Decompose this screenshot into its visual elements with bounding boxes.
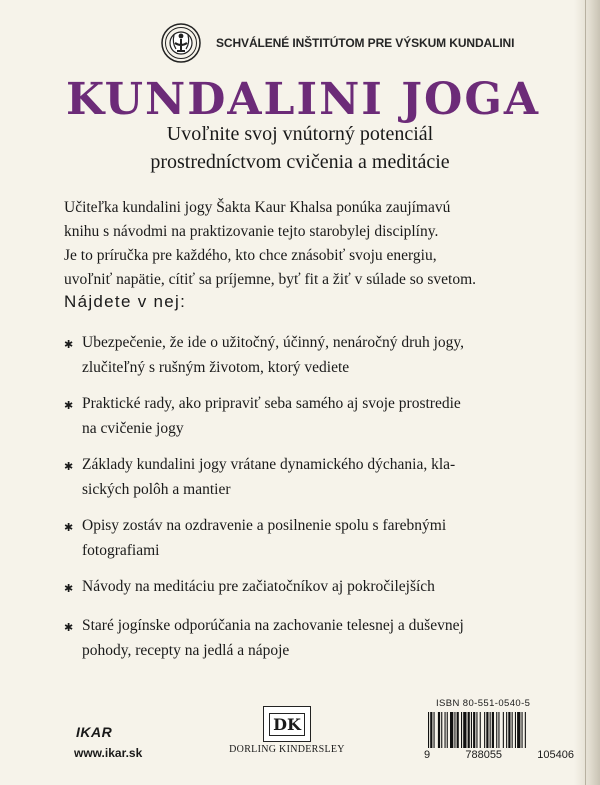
list-item-line: sických polôh a mantier <box>82 481 231 498</box>
barcode-digit-group: 9 <box>424 749 431 761</box>
barcode-bar <box>508 712 510 748</box>
barcode <box>426 712 574 750</box>
barcode-bar <box>445 712 446 748</box>
dk-publisher-name: DORLING KINDERSLEY <box>229 744 345 755</box>
barcode-bar <box>473 712 475 748</box>
publisher-url: www.ikar.sk <box>74 746 143 760</box>
barcode-bar <box>522 712 523 748</box>
barcode-bar <box>454 712 455 748</box>
list-item-line: Návody na meditáciu pre začiatočníkov aj pokročilejších <box>82 578 435 595</box>
barcode-bar <box>434 712 435 748</box>
barcode-bar <box>430 712 432 748</box>
list-item <box>64 613 564 663</box>
list-item-line: Základy kundalini jogy vrátane dynamického dýchania, kla- <box>82 456 456 473</box>
dk-logo <box>263 706 311 742</box>
endorsement-text: SCHVÁLENÉ INŠTITÚTOM PRE VÝSKUM KUNDALINI <box>216 36 515 50</box>
list-item <box>64 391 564 441</box>
barcode-bar <box>517 712 520 748</box>
intro-line: Učiteľka kundalini jogy Šakta Kaur Khalsa ponúka zaujímavú <box>64 199 451 216</box>
header <box>160 22 514 64</box>
barcode-bar <box>490 712 491 748</box>
intro-line: uvoľniť napätie, cítiť sa príjemne, byť fit a žiť v súlade so svetom. <box>64 271 477 288</box>
subtitle-line: prostredníctvom cvičenia a meditácie <box>150 151 450 173</box>
barcode-bar <box>468 712 470 748</box>
ikar-logo: IKAR <box>76 724 113 740</box>
barcode-bar <box>480 712 481 748</box>
spine-line <box>585 0 586 785</box>
barcode-digit-group: 105406 <box>537 749 574 761</box>
institute-emblem-icon <box>160 22 202 64</box>
barcode-bar <box>450 712 453 748</box>
list-item-line: Opisy zostáv na ozdravenie a posilnenie spolu s farebnými <box>82 517 447 534</box>
barcode-bar <box>492 712 494 748</box>
list-item <box>64 513 564 563</box>
isbn-text: ISBN 80-551-0540-5 <box>436 698 531 709</box>
book-title: KUNDALINI JOGA <box>66 74 541 125</box>
barcode-bar <box>484 712 485 748</box>
barcode-bar <box>496 712 497 748</box>
subtitle-line: Uvoľnite svoj vnútorný potenciál <box>166 123 434 145</box>
asterisk-icon: ✱ <box>64 522 74 534</box>
list-item-line: Staré jogínske odporúčania na zachovanie telesnej a duševnej <box>82 617 464 634</box>
barcode-bar <box>515 712 516 748</box>
barcode-bar <box>486 712 488 748</box>
asterisk-icon: ✱ <box>64 400 74 412</box>
list-item-line: na cvičenie jogy <box>82 420 184 437</box>
barcode-bar <box>441 712 442 748</box>
list-item-line: zlučiteľný s rušným životom, ktorý vediete <box>82 359 350 376</box>
list-item-line: pohody, recepty na jedlá a nápoje <box>82 642 290 659</box>
bullet-list <box>64 330 564 674</box>
barcode-bar <box>447 712 448 748</box>
barcode-digit-group: 788055 <box>465 749 503 761</box>
intro-line: Je to príručka pre každého, kto chce znásobiť svoju energiu, <box>64 247 437 264</box>
list-item <box>64 452 564 502</box>
barcode-bar <box>506 712 507 748</box>
barcode-bar <box>461 712 462 748</box>
barcode-bar <box>457 712 459 748</box>
list-item-line: Praktické rady, ako pripraviť seba samého aj svoje prostredie <box>82 395 461 412</box>
barcode-digits <box>424 749 574 761</box>
book-subtitle <box>60 120 540 176</box>
list-item <box>64 574 564 602</box>
intro-line: knihu s návodmi na praktizovanie tejto starobylej disciplíny. <box>64 223 439 240</box>
asterisk-icon: ✱ <box>64 583 74 595</box>
barcode-bar <box>428 712 429 748</box>
asterisk-icon: ✱ <box>64 622 74 634</box>
list-heading: Nájdete v nej: <box>64 292 187 311</box>
barcode-bar <box>512 712 513 748</box>
list-item <box>64 330 564 380</box>
list-item-line: fotografiami <box>82 542 160 559</box>
dk-logo-text: DK <box>269 713 305 736</box>
barcode-bar <box>503 712 504 748</box>
barcode-bar <box>438 712 440 748</box>
asterisk-icon: ✱ <box>64 461 74 473</box>
list-item-line: Ubezpečenie, že ide o užitočný, účinný, nenáročný druh jogy, <box>82 334 465 351</box>
intro-paragraph <box>64 196 476 292</box>
spine-shadow <box>574 0 600 785</box>
barcode-bar <box>471 712 472 748</box>
barcode-bar <box>498 712 499 748</box>
barcode-bar <box>525 712 526 748</box>
asterisk-icon: ✱ <box>64 339 74 351</box>
barcode-bar <box>463 712 466 748</box>
barcode-bar <box>476 712 477 748</box>
